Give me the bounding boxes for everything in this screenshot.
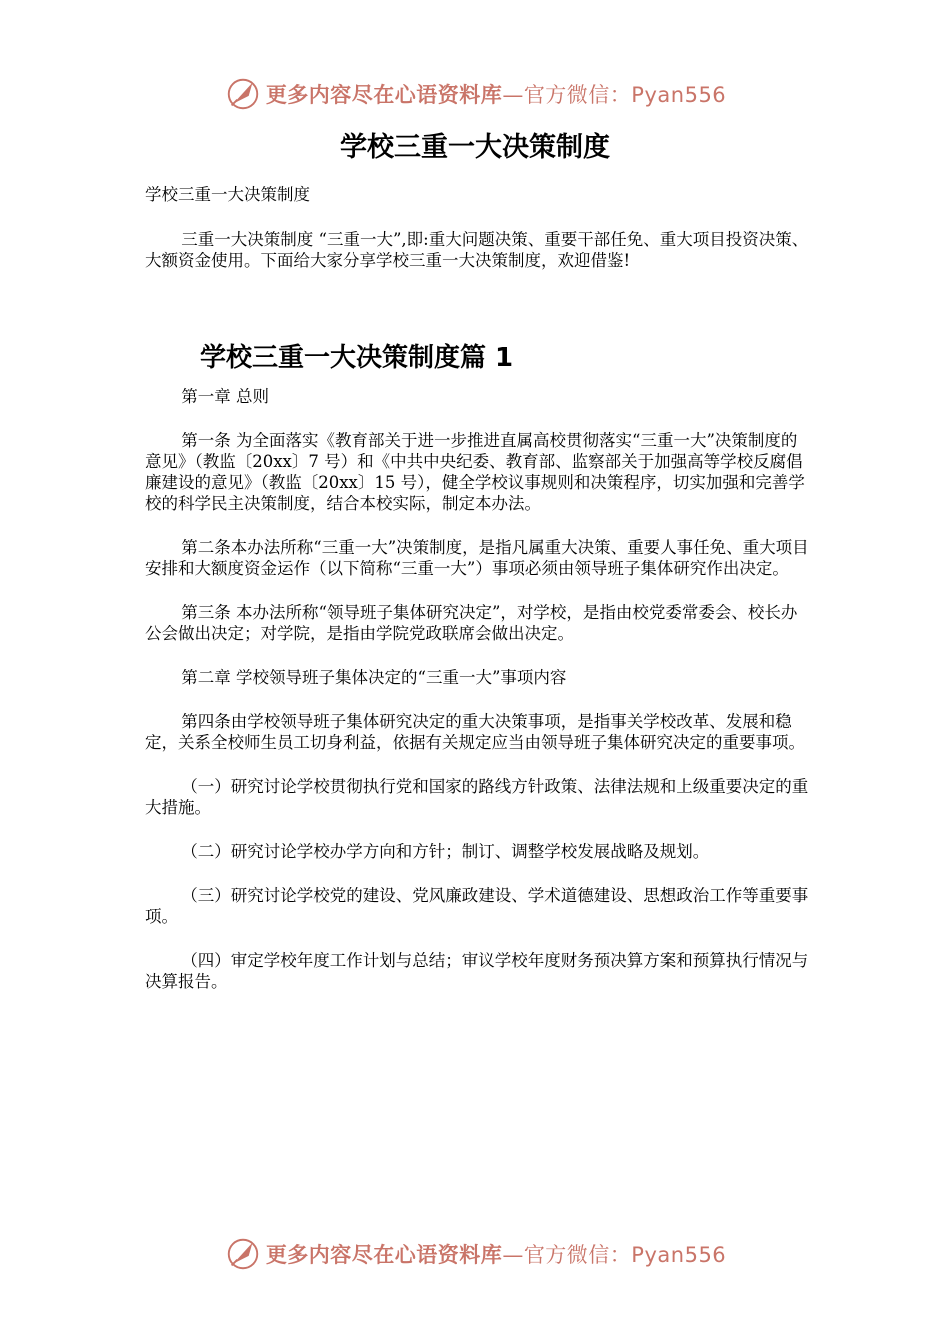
list-item: （二）研究讨论学校办学方向和方针；制订、调整学校发展战略及规划。 [181, 842, 710, 861]
footer-banner [0, 1232, 950, 1276]
article-paragraph: 第一条 为全面落实《教育部关于进一步推进直属高校贯彻落实“三重一大”决策制度的意见》（教监〔20xx〕7 号）和《中共中央纪委、教育部、监察部关于加强高等学校反腐倡廉建设的意见》（教监〔20xx〕15 号），健全学校议事规则和决策程序，切实加强和完善学校的科学民主决策制度，结合本校实际，制定本办法。 [145, 431, 805, 513]
chapter-heading: 第二章 学校领导班子集体决定的“三重一大”事项内容 [181, 668, 567, 687]
list-item: （四）审定学校年度工作计划与总结；审议学校年度财务预决算方案和预算执行情况与决算报告。 [145, 951, 809, 991]
document-body [145, 184, 810, 992]
banner-text: 更多内容尽在心语资料库—官方微信：Pyan556 [265, 83, 727, 107]
document-subtitle: 学校三重一大决策制度 [145, 185, 310, 204]
feather-pen-logo-icon [224, 75, 262, 113]
list-item: （三）研究讨论学校党的建设、党风廉政建设、学术道德建设、思想政治工作等重要事项。 [145, 886, 809, 926]
chapter-heading: 第一章 总则 [181, 387, 270, 406]
article-paragraph: 第三条 本办法所称“领导班子集体研究决定”，对学校，是指由校党委常委会、校长办公会做出决定；对学院，是指由学院党政联席会做出决定。 [145, 603, 798, 643]
header-banner [0, 72, 950, 116]
document-title: 学校三重一大决策制度 [340, 132, 610, 163]
feather-pen-logo-icon [224, 1235, 262, 1273]
article-paragraph: 第四条由学校领导班子集体研究决定的重大决策事项，是指事关学校改革、发展和稳定，关系全校师生员工切身利益，依据有关规定应当由领导班子集体研究决定的重要事项。 [145, 712, 805, 752]
banner-text: 更多内容尽在心语资料库—官方微信：Pyan556 [265, 1243, 727, 1267]
list-item: （一）研究讨论学校贯彻执行党和国家的路线方针政策、法律法规和上级重要决定的重大措施。 [145, 777, 809, 817]
article-paragraph: 第二条本办法所称“三重一大”决策制度，是指凡属重大决策、重要人事任免、重大项目安排和大额度资金运作（以下简称“三重一大”）事项必须由领导班子集体研究作出决定。 [145, 538, 809, 578]
section-title: 学校三重一大决策制度篇 1 [200, 343, 514, 373]
intro-paragraph: 三重一大决策制度 “三重一大”,即:重大问题决策、重要干部任免、重大项目投资决策、大额资金使用。下面给大家分享学校三重一大决策制度，欢迎借鉴! [145, 230, 809, 270]
